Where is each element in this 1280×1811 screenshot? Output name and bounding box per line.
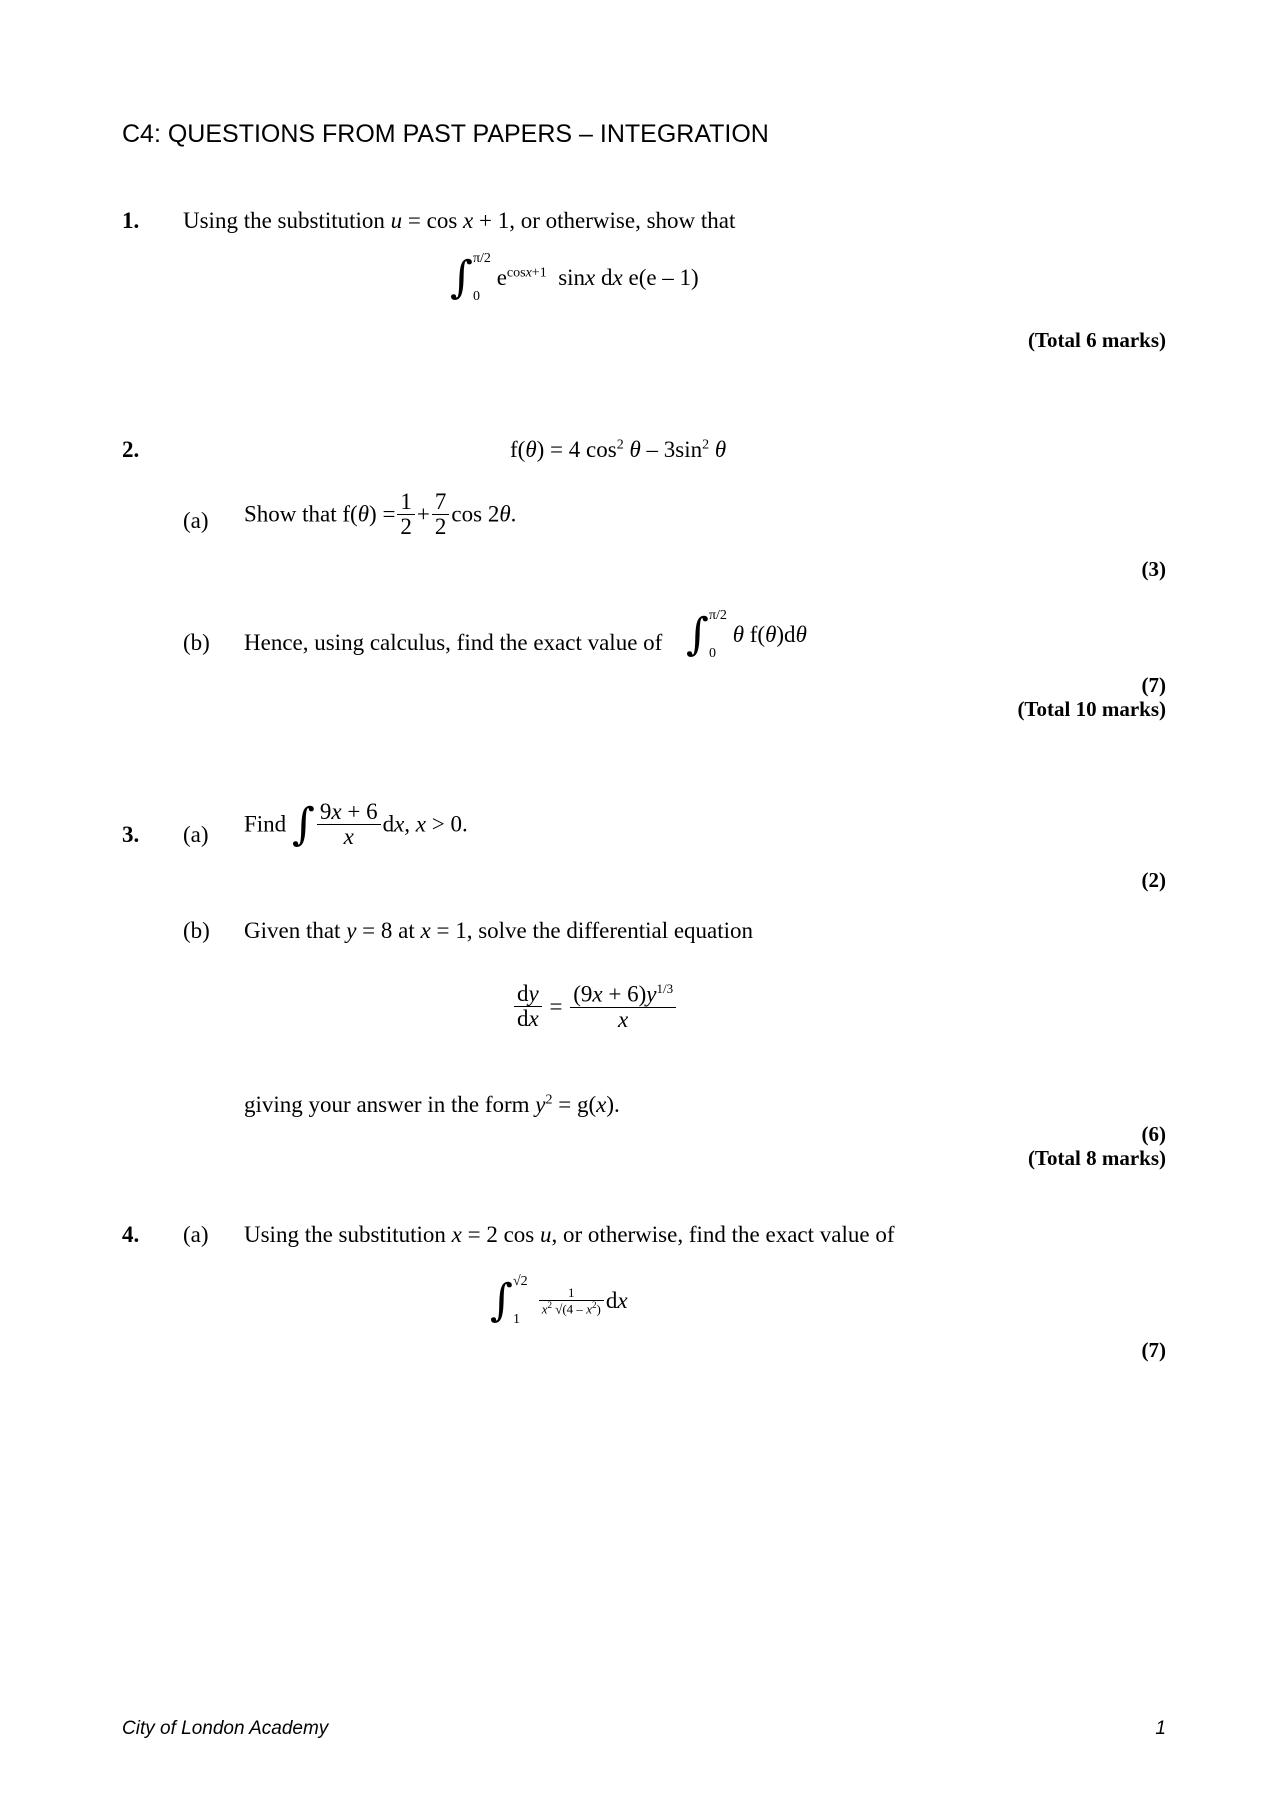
- q2a-text: Show that f(θ) = $\frac{1}{2}$ + $\frac{7}{2}$ cos 2θ.: [244, 489, 517, 540]
- q2b-text: Hence, using calculus, find the exact value of: [244, 630, 663, 655]
- q3-total-marks: (Total 8 marks): [1027, 1146, 1166, 1170]
- q2a-label: (a): [183, 508, 209, 533]
- q3b-equation: $\frac{dy}{dx}$ = $\frac{(9x + 6)y^{1/3}}{x}$: [512, 982, 678, 1032]
- q4a-label: (a): [183, 1222, 209, 1247]
- q2-definition: f(θ) = 4 $\cos^2 \theta - 3\sin^2$ θ: [510, 437, 727, 462]
- page-title: C4: QUESTIONS FROM PAST PAPERS – INTEGRATION: [122, 120, 769, 148]
- q3a-label: (a): [183, 822, 209, 847]
- q4a-marks: (7): [1141, 1338, 1166, 1362]
- q3b-text: Given that y = 8 at x = 1, solve the differential equation: [244, 918, 754, 943]
- footer-left: City of London Academy: [122, 1718, 329, 1739]
- q2b-integral: ∫ π/2 0 θ f(θ)dθ: [686, 608, 807, 661]
- q1-text: Using the substitution u = cos x + 1, or otherwise, show that: [183, 208, 736, 233]
- q4-number: 4.: [122, 1222, 140, 1247]
- q3b-followup: giving your answer in the form $y^2 = g(x)$.: [244, 1092, 620, 1117]
- q2b-label: (b): [183, 630, 210, 655]
- q2-total-marks: (Total 10 marks): [1017, 697, 1166, 721]
- q4a-text: Using the substitution x = 2 cos u, or otherwise, find the exact value of: [244, 1222, 895, 1247]
- q2b-marks: (7): [1141, 673, 1166, 697]
- q3-number: 3.: [122, 822, 140, 847]
- footer-page-number: 1: [1155, 1718, 1166, 1739]
- q4a-integral: ∫ √2 1 $\frac{1}{x^2 √(4 - x^2)}$ dx: [490, 1274, 628, 1327]
- q3a-integral: Find ∫ $\frac{9x + 6}{x}$ dx, x > 0.: [244, 798, 468, 850]
- q2a-marks: (3): [1141, 557, 1166, 581]
- q3a-marks: (2): [1141, 868, 1166, 892]
- q1-number: 1.: [122, 208, 140, 233]
- q1-total-marks: (Total 6 marks): [1027, 328, 1166, 352]
- q3b-marks: (6): [1141, 1122, 1166, 1146]
- q3a-text: Find: [244, 811, 287, 837]
- q3b-label: (b): [183, 918, 210, 943]
- q2-number: 2.: [122, 437, 140, 462]
- q1-integral: ∫ π/2 0 $e^{cosx+1}$ sinx dx e(e – 1): [450, 251, 699, 304]
